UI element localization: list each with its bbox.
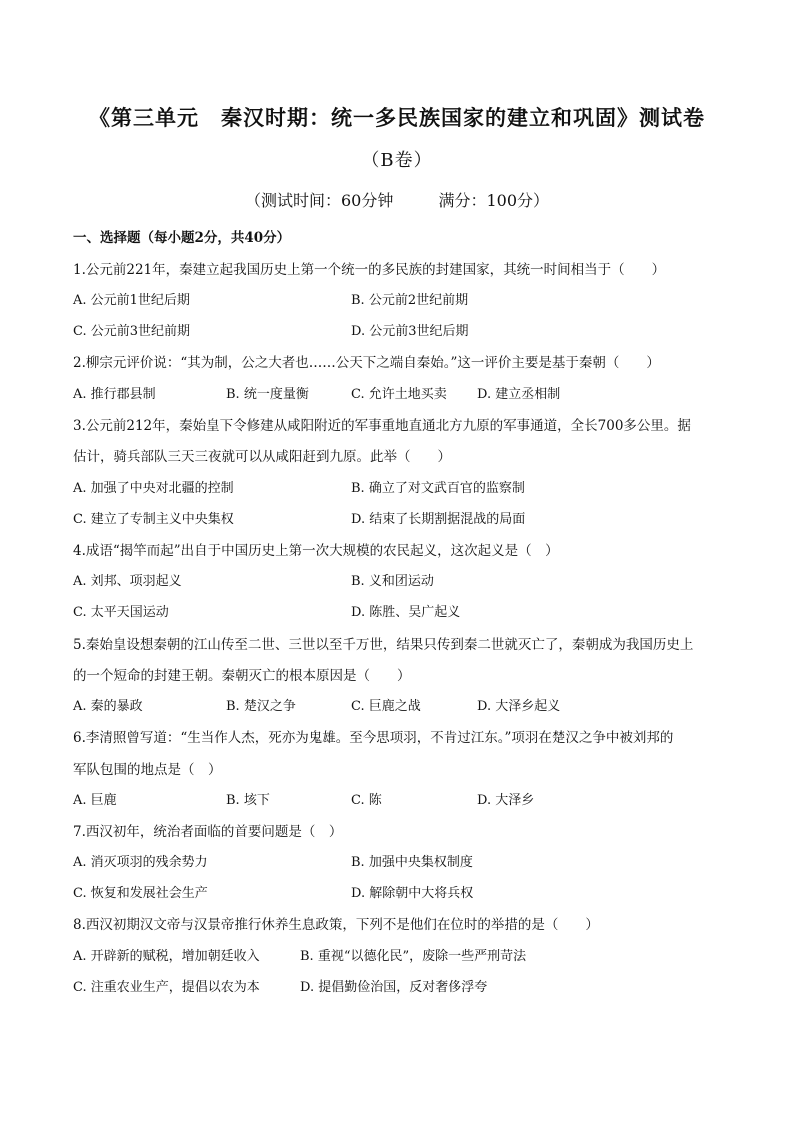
- q4-option-c: C. 太平天国运动: [73, 605, 169, 620]
- q4-option-a: A. 刘邦、项羽起义: [73, 574, 182, 589]
- q6-option-a: A. 巨鹿: [73, 793, 117, 808]
- q1-option-c: C. 公元前3世纪前期: [73, 324, 191, 339]
- question-4-stem: 4.成语“揭竿而起”出自于中国历史上第一次大规模的农民起义，这次起义是（ ）: [73, 543, 559, 559]
- question-1-stem: 1.公元前221年，秦建立起我国历史上第一个统一的多民族的封建国家，其统一时间相当于（ ）: [73, 262, 666, 278]
- q2-option-b: B. 统一度量衡: [226, 387, 309, 402]
- question-3-stem-line-2: 估计，骑兵部队三天三夜就可以从咸阳赶到九原。此举（ ）: [73, 449, 451, 465]
- q5-option-d: D. 大泽乡起义: [477, 699, 561, 714]
- q1-option-d: D. 公元前3世纪后期: [351, 324, 469, 339]
- q2-option-d: D. 建立丞相制: [477, 387, 561, 402]
- q3-option-d: D. 结束了长期割据混战的局面: [351, 512, 526, 527]
- exam-meta: [0, 188, 794, 211]
- q8-option-b: B. 重视“以德化民”，废除一些严刑苛法: [300, 949, 527, 964]
- q3-option-b: B. 确立了对文武百官的监察制: [351, 481, 525, 496]
- q5-option-a: A. 秦的暴政: [73, 699, 143, 714]
- exam-score: 满分：100分）: [438, 191, 549, 210]
- q2-option-c: C. 允许土地买卖: [351, 387, 447, 402]
- q2-option-a: A. 推行郡县制: [73, 387, 156, 402]
- exam-time: （测试时间：60分钟: [244, 191, 394, 210]
- q4-option-b: B. 义和团运动: [351, 574, 434, 589]
- q7-option-b: B. 加强中央集权制度: [351, 855, 473, 870]
- q3-option-a: A. 加强了中央对北疆的控制: [73, 481, 234, 496]
- question-6-stem-line-1: 6.李清照曾写道：“生当作人杰，死亦为鬼雄。至今思项羽，不肯过江东。”项羽在楚汉之争中被刘邦的: [73, 730, 674, 746]
- q6-option-c: C. 陈: [351, 793, 382, 808]
- question-8-stem: 8.西汉初期汉文帝与汉景帝推行休养生息政策，下列不是他们在位时的举措的是（ ）: [73, 917, 599, 933]
- question-5-stem-line-1: 5.秦始皇设想秦朝的江山传至二世、三世以至千万世，结果只传到秦二世就灭亡了，秦朝成为我国历史上: [73, 637, 694, 653]
- q8-option-d: D. 提倡勤俭治国，反对奢侈浮夸: [300, 980, 488, 995]
- q8-option-a: A. 开辟新的赋税，增加朝廷收入: [73, 949, 260, 964]
- q5-option-c: C. 巨鹿之战: [351, 699, 421, 714]
- exam-subtitle: （B卷）: [361, 150, 433, 171]
- question-5-stem-line-2: 的一个短命的封建王朝。秦朝灭亡的根本原因是（ ）: [73, 668, 411, 684]
- q7-option-c: C. 恢复和发展社会生产: [73, 886, 208, 901]
- question-6-stem-line-2: 军队包围的地点是（ ）: [73, 762, 222, 778]
- exam-title: 《第三单元 秦汉时期：统一多民族国家的建立和巩固》测试卷: [89, 105, 705, 130]
- q4-option-d: D. 陈胜、吴广起义: [351, 605, 461, 620]
- q5-option-b: B. 楚汉之争: [226, 699, 296, 714]
- q1-option-b: B. 公元前2世纪前期: [351, 293, 469, 308]
- q7-option-a: A. 消灭项羽的残余势力: [73, 855, 208, 870]
- q6-option-b: B. 垓下: [226, 793, 270, 808]
- question-3-stem-line-1: 3.公元前212年，秦始皇下令修建从咸阳附近的军事重地直通北方九原的军事通道，全长700多公里。据: [73, 418, 691, 434]
- q7-option-d: D. 解除朝中大将兵权: [351, 886, 474, 901]
- q8-option-c: C. 注重农业生产，提倡以农为本: [73, 980, 260, 995]
- section-heading: 一、选择题（每小题2分，共40分）: [73, 230, 291, 246]
- q1-option-a: A. 公元前1世纪后期: [73, 293, 190, 308]
- question-7-stem: 7.西汉初年，统治者面临的首要问题是（ ）: [73, 824, 343, 840]
- q6-option-d: D. 大泽乡: [477, 793, 535, 808]
- question-2-stem: 2.柳宗元评价说：“其为制，公之大者也……公天下之端自秦始。”这一评价主要是基于秦朝（ ）: [73, 355, 660, 371]
- q3-option-c: C. 建立了专制主义中央集权: [73, 512, 234, 527]
